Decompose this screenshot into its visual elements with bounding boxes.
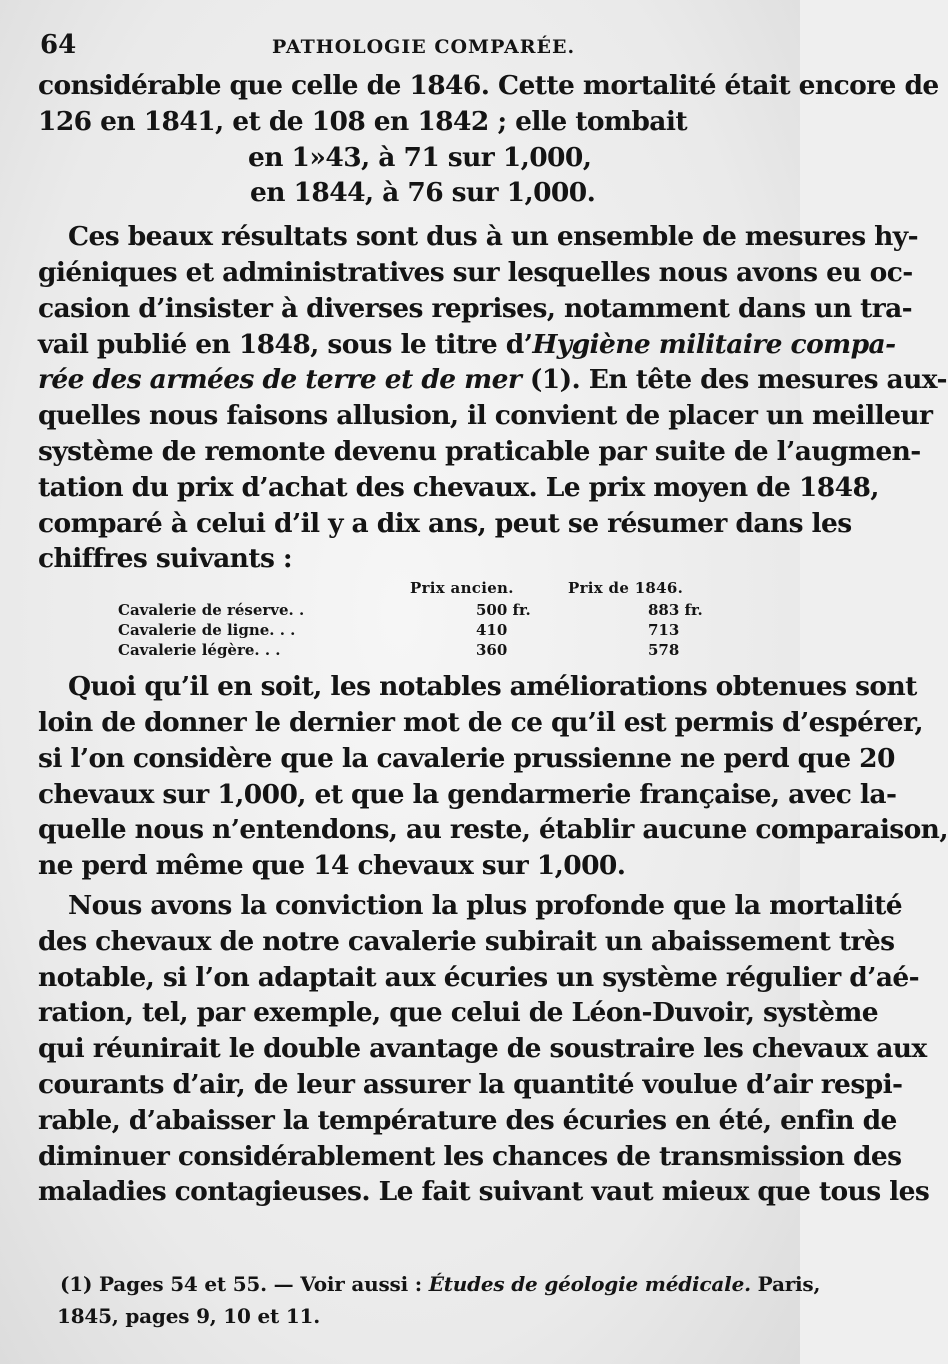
text-line: ne perd même que 14 chevaux sur 1,000. [38,850,626,882]
text-line: des chevaux de notre cavalerie subirait un abaissement très [38,925,895,957]
body-text [38,68,948,1210]
text-line: diminuer considérablement les chances de transmission des [38,1140,902,1172]
book-title-italic: Hygiène militaire compa- [532,328,896,360]
old-price-cell: 360 [476,641,508,660]
text-span: (1) Pages 54 et 55. — Voir aussi : [60,1272,429,1296]
text-span: (1). En tête des mesures aux- [521,364,947,396]
footnote-line [60,1268,821,1300]
text-line: casion d’insister à diverses reprises, notamment dans un tra- [38,292,913,324]
paragraph-measures [38,219,947,577]
column-header-old-price: Prix ancien. [410,579,514,598]
book-title-italic: rée des armées de terre et de mer [38,364,522,396]
text-line: chevaux sur 1,000, et que la gendarmerie française, avec la- [38,778,897,810]
text-line: système de remonte devenu praticable par suite de l’augmen- [38,435,921,467]
text-line: rable, d’abaisser la température des écuries en été, enfin de [38,1104,897,1136]
paragraph-mortality [38,68,939,211]
new-price-cell: 883 fr. [648,601,703,620]
text-line: comparé à celui d’il y a dix ans, peut se résumer dans les [38,507,852,539]
text-line: si l’on considère que la cavalerie prussienne ne perd que 20 [38,742,895,774]
text-line: notable, si l’on adaptait aux écuries un système régulier d’aé- [38,961,920,993]
old-price-cell: 410 [476,621,508,640]
text-line: quelles nous faisons allusion, il convient de placer un meilleur [38,400,933,432]
book-title-italic: Études de géologie médicale. [428,1272,751,1296]
text-line: Nous avons la conviction la plus profonde que la mortalité [68,889,903,921]
new-price-cell: 713 [648,621,680,640]
footnote [57,1268,821,1332]
text-line: 126 en 1841, et de 108 en 1842 ; elle tombait [38,105,687,137]
text-span: vail publié en 1848, sous le titre d’ [38,328,533,360]
row-label: Cavalerie de réserve. . [118,601,305,620]
table-row [118,621,758,641]
paragraph-improvements [38,669,948,884]
text-line: giéniques et administratives sur lesquelles nous avons eu oc- [38,256,913,288]
page-number: 64 [40,30,77,60]
paragraph-ventilation [38,888,930,1210]
text-line: considérable que celle de 1846. Cette mortalité était encore de [38,70,939,101]
text-line: qui réunirait le double avantage de soustraire les chevaux aux [38,1033,927,1065]
text-line [38,362,947,398]
page-header [40,30,762,64]
new-price-cell: 578 [648,641,680,660]
text-line [38,327,896,363]
price-table [38,579,760,669]
table-row [118,641,758,661]
text-line: chiffres suivants : [38,543,293,575]
text-line: Ces beaux résultats sont dus à un ensemble de mesures hy- [68,221,919,253]
row-label: Cavalerie de ligne. . . [118,621,296,640]
text-span: Paris, [750,1272,821,1296]
text-line: Quoi qu’il en soit, les notables améliorations obtenues sont [68,671,917,703]
text-line: quelle nous n’entendons, au reste, établir aucune comparaison, [38,814,948,846]
row-label: Cavalerie légère. . . [118,641,281,660]
text-line: tation du prix d’achat des chevaux. Le prix moyen de 1848, [38,471,879,503]
text-line: en 1844, à 76 sur 1,000. [250,177,596,209]
footnote-line: 1845, pages 9, 10 et 11. [57,1304,321,1328]
text-line: ration, tel, par exemple, que celui de Léon-Duvoir, système [38,997,879,1029]
running-title: PATHOLOGIE COMPARÉE. [272,36,576,58]
table-row [118,601,758,621]
text-line: courants d’air, de leur assurer la quantité voulue d’air respi- [38,1068,903,1100]
text-line: maladies contagieuses. Le fait suivant vaut mieux que tous les [38,1176,930,1208]
text-line: en 1»43, à 71 sur 1,000, [248,141,592,173]
old-price-cell: 500 fr. [476,601,531,620]
text-line: loin de donner le dernier mot de ce qu’il est permis d’espérer, [38,706,924,738]
column-header-new-price: Prix de 1846. [568,579,684,598]
